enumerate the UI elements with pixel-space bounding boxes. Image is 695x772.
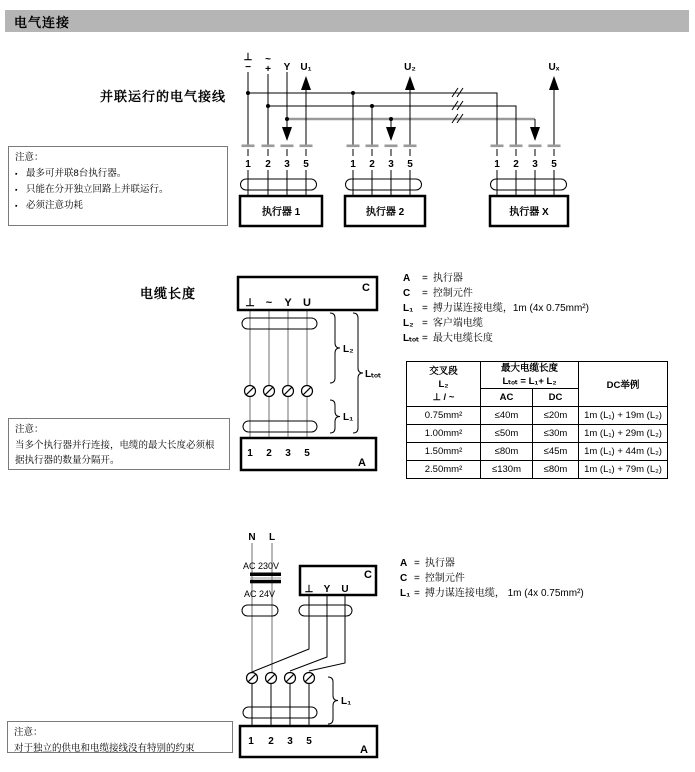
note-bullet-row (15, 182, 221, 198)
parallel-note-box (8, 146, 228, 226)
header-line: ⊥ / ~ (432, 391, 455, 403)
terminal-number: 1 (245, 159, 251, 170)
cable-sheath (242, 318, 317, 329)
legend-eq: = (414, 558, 420, 569)
col-header-ac: AC (481, 389, 533, 407)
controller-terminal-label: ⊥ (245, 297, 255, 309)
parallel-wiring-heading: 并联运行的电气接线 (100, 89, 227, 104)
terminal-number: 3 (287, 736, 293, 747)
cable-note-box (8, 418, 230, 470)
legend-key: L₁ (403, 303, 414, 314)
legend-row (403, 271, 589, 286)
cell-ac: ≤40m (481, 407, 533, 425)
l1-length-label: L₁ (343, 412, 354, 423)
note-body: 当多个执行器并行连接，电缆的最大长度必须根据执行器的数量分隔开。 (15, 440, 215, 466)
splice-connectors (247, 673, 315, 684)
section-header-bar (5, 10, 689, 32)
legend-eq: = (422, 303, 428, 314)
col-header-cross-section (407, 362, 481, 407)
cell-cross-section: 0.75mm² (407, 407, 481, 425)
legend-value: 搏力谋连接电缆，1m (4x 0.75mm²) (432, 303, 589, 314)
terminal-number: 5 (551, 159, 557, 170)
controller-wires (252, 595, 345, 672)
legend-eq: = (414, 573, 420, 584)
cable-sheath (243, 707, 317, 718)
supply-legend (400, 556, 584, 601)
cable-sheath (243, 421, 317, 432)
ac24-label: AC 24V (244, 589, 276, 599)
legend-key: Lₜₒₜ (403, 333, 420, 344)
table-row (407, 443, 668, 461)
y-terminal-label: Y (283, 62, 291, 73)
terminal-number: 5 (306, 736, 312, 747)
col-header-dc-example: DC举例 (579, 362, 668, 407)
legend-value: 客户端电缆 (432, 318, 483, 329)
transformer-icon (250, 573, 281, 584)
legend-key: L₁ (400, 588, 411, 599)
bullet-icon: ▪ (15, 203, 18, 210)
terminal-number-backplates (243, 156, 559, 170)
bus-wire-y (287, 119, 535, 128)
terminal-number: 2 (513, 159, 519, 170)
header-line: 最大电缆长度 (501, 363, 559, 374)
actuator-feed-wires (252, 684, 309, 727)
cell-dc-example: 1m (L₁) + 79m (L₂) (579, 461, 668, 479)
l-terminal-label: L (268, 532, 276, 543)
cell-dc: ≤80m (533, 461, 579, 479)
header-line: 交叉段 (429, 365, 458, 377)
terminal-number: 1 (248, 736, 254, 747)
cable-sheath (299, 605, 352, 616)
actuatorX-box-label: 执行器 X (509, 207, 549, 218)
plus-terminal-label: + (265, 64, 271, 75)
legend-eq: = (422, 333, 428, 344)
cell-cross-section: 2.50mm² (407, 461, 481, 479)
bullet-icon: ▪ (15, 171, 18, 178)
controller-terminal-label: ⊥ (304, 584, 314, 595)
legend-eq: = (422, 273, 428, 284)
l2-length-label: L₂ (343, 344, 354, 355)
note-bullet-text: 只能在分开独立回路上并联运行。 (26, 184, 169, 195)
controller-terminal-label: ~ (265, 297, 273, 309)
cell-ac: ≤130m (481, 461, 533, 479)
terminal-number: 3 (284, 159, 290, 170)
legend-key: C (403, 288, 411, 299)
actuator-box-label: A (360, 744, 368, 756)
ac-terminal-label: ~ (265, 54, 271, 65)
legend-value: 控制元件 (432, 288, 473, 299)
length-brace (328, 677, 338, 724)
ground-terminal-label: ⊥ (243, 52, 253, 63)
terminal-number: 2 (268, 736, 274, 747)
actuator2-box-label: 执行器 2 (365, 207, 405, 218)
controller-box-label: C (362, 282, 370, 294)
cell-dc-example: 1m (L₁) + 19m (L₂) (579, 407, 668, 425)
legend-eq: = (414, 588, 420, 599)
table-row (407, 425, 668, 443)
actuator1-box-label: 执行器 1 (261, 207, 301, 218)
terminal-number: 5 (304, 448, 310, 459)
legend-key: C (400, 573, 408, 584)
cell-dc: ≤30m (533, 425, 579, 443)
header-line: L₂ (438, 378, 449, 390)
cell-cross-section: 1.50mm² (407, 443, 481, 461)
terminal-stub-wires (248, 149, 554, 196)
page-title: 电气连接 (14, 14, 71, 30)
ac230-label: AC 230V (243, 561, 280, 571)
terminal-number: 2 (265, 159, 271, 170)
legend-value: 执行器 (432, 273, 463, 284)
note-bullet-text: 必须注意功耗 (26, 200, 84, 211)
actuator-box-label: A (358, 457, 366, 469)
controller-terminal-label: U (341, 584, 349, 595)
bus-wire-ac (268, 106, 516, 146)
note-bullet-row (15, 166, 221, 182)
controller-box-label: C (364, 569, 372, 581)
note-title: 注意： (14, 727, 43, 738)
cell-ac: ≤50m (481, 425, 533, 443)
terminal-number: 5 (407, 159, 413, 170)
legend-key: A (400, 558, 408, 569)
terminal-number: 2 (369, 159, 375, 170)
cell-dc: ≤45m (533, 443, 579, 461)
table-row (407, 407, 668, 425)
legend-row (403, 301, 589, 316)
cable-length-heading: 电缆长度 (140, 286, 197, 301)
terminal-number: 2 (266, 448, 272, 459)
note-bullet-row (15, 198, 221, 214)
terminal-number: 1 (247, 448, 253, 459)
legend-eq: = (422, 318, 428, 329)
cell-dc-example: 1m (L₁) + 29m (L₂) (579, 425, 668, 443)
note-title: 注意： (15, 424, 44, 435)
terminal-number: 3 (388, 159, 394, 170)
terminal-dashes (242, 145, 561, 148)
cable-length-diagram (230, 270, 395, 480)
legend-row (403, 331, 589, 346)
parallel-wiring-diagram (235, 48, 580, 230)
bullet-icon: ▪ (15, 187, 18, 194)
ux-terminal-label: Uₓ (548, 62, 560, 73)
cell-dc-example: 1m (L₁) + 44m (L₂) (579, 443, 668, 461)
legend-eq: = (422, 288, 428, 299)
legend-value: 最大电缆长度 (432, 333, 493, 344)
legend-value: 搏力谋连接电缆， 1m (4x 0.75mm²) (424, 588, 584, 599)
cell-dc: ≤20m (533, 407, 579, 425)
legend-value: 执行器 (424, 558, 455, 569)
note-title: 注意： (15, 152, 44, 163)
legend-row (403, 286, 589, 301)
signal-arrows (282, 76, 559, 141)
col-header-dc: DC (533, 389, 579, 407)
terminal-number: 1 (494, 159, 500, 170)
note-body: 对于独立的供电和电缆接线没有特别的约束 (14, 743, 195, 754)
controller-terminal-label: U (303, 297, 311, 309)
ltot-length-label: Lₜₒₜ (365, 369, 382, 380)
table-row (407, 461, 668, 479)
supply-wiring-diagram (230, 528, 395, 763)
controller-terminal-label: Y (284, 297, 292, 309)
splice-connectors (245, 386, 313, 397)
u2-terminal-label: U₂ (404, 62, 416, 73)
terminal-number: 3 (532, 159, 538, 170)
legend-key: A (403, 273, 411, 284)
cable-length-table (406, 361, 668, 479)
legend-row (403, 316, 589, 331)
legend-row (400, 586, 584, 601)
legend-row (400, 556, 584, 571)
cell-ac: ≤80m (481, 443, 533, 461)
terminal-number: 1 (350, 159, 356, 170)
terminal-number: 3 (285, 448, 291, 459)
n-terminal-label: N (248, 532, 256, 543)
minus-terminal-label: − (245, 62, 251, 73)
legend-key: L₂ (403, 318, 414, 329)
terminal-number: 5 (303, 159, 309, 170)
actuator1-wires (248, 72, 306, 146)
supply-note-box (7, 721, 233, 753)
note-bullet-text: 最多可并联8台执行器。 (26, 168, 127, 179)
cell-cross-section: 1.00mm² (407, 425, 481, 443)
header-line: Lₜₒₜ = L₁+ L₂ (502, 376, 557, 387)
controller-terminal-label: Y (323, 584, 331, 595)
legend-value: 控制元件 (424, 573, 465, 584)
u1-terminal-label: U₁ (300, 62, 312, 73)
cable-sheath (241, 179, 567, 190)
l1-length-label: L₁ (341, 696, 352, 707)
legend-row (400, 571, 584, 586)
cable-legend (403, 271, 589, 346)
col-header-max-length (481, 362, 579, 389)
